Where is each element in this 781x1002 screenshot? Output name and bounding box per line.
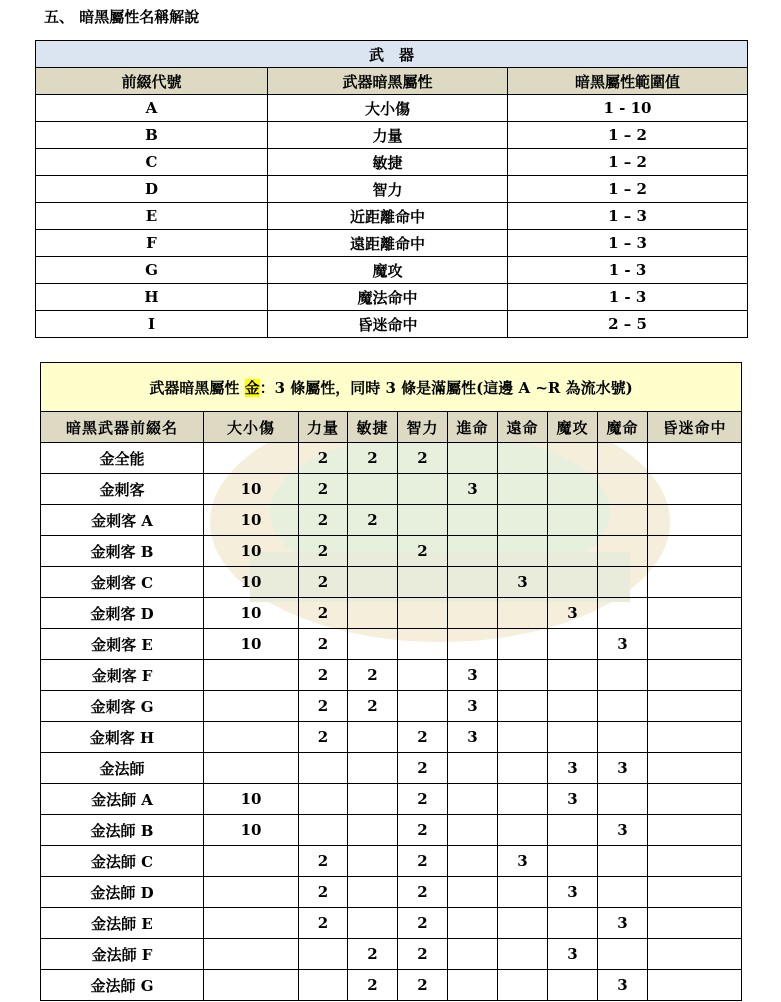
attribute-value xyxy=(598,784,648,815)
attribute-value xyxy=(448,970,498,1001)
attribute-value xyxy=(498,939,548,970)
attribute-value xyxy=(648,474,742,505)
table-row xyxy=(41,939,742,970)
attribute-value xyxy=(299,939,348,970)
attribute-value xyxy=(348,784,398,815)
attribute-value xyxy=(598,505,648,536)
gold-prefix-table xyxy=(40,362,742,1001)
attribute-value: 2 xyxy=(398,443,448,474)
prefix-name: 金法師 G xyxy=(41,970,204,1001)
attribute-value: 2 xyxy=(299,660,348,691)
attribute-value xyxy=(648,505,742,536)
table-row xyxy=(36,284,748,311)
attribute-value xyxy=(448,536,498,567)
attribute-value xyxy=(299,753,348,784)
table-row xyxy=(41,753,742,784)
header-prefix-code: 前綴代號 xyxy=(36,68,268,95)
attribute-value: 2 xyxy=(398,939,448,970)
attribute-value: 10 xyxy=(204,474,299,505)
attribute-value xyxy=(448,908,498,939)
attribute-value: 3 xyxy=(448,474,498,505)
attribute-value xyxy=(348,474,398,505)
attribute-name: 魔攻 xyxy=(268,257,508,284)
attribute-value xyxy=(204,691,299,722)
attribute-value: 3 xyxy=(498,846,548,877)
attribute-value xyxy=(204,722,299,753)
column-header: 大小傷 xyxy=(204,412,299,443)
attribute-value: 3 xyxy=(598,970,648,1001)
attribute-value xyxy=(498,691,548,722)
prefix-name: 金法師 E xyxy=(41,908,204,939)
attribute-value: 2 xyxy=(299,877,348,908)
attribute-name: 近距離命中 xyxy=(268,203,508,230)
attribute-value xyxy=(598,877,648,908)
attribute-value: 10 xyxy=(204,598,299,629)
attribute-value: 2 xyxy=(299,536,348,567)
attribute-value: 2 xyxy=(299,846,348,877)
column-header: 敏捷 xyxy=(348,412,398,443)
attribute-name: 魔法命中 xyxy=(268,284,508,311)
attribute-value xyxy=(648,629,742,660)
attribute-value: 3 xyxy=(548,939,598,970)
table-row xyxy=(41,877,742,908)
attribute-value: 2 xyxy=(398,753,448,784)
attribute-value xyxy=(648,908,742,939)
attribute-value xyxy=(498,598,548,629)
attribute-value xyxy=(598,536,648,567)
attribute-value xyxy=(498,629,548,660)
range-value: 1 - 3 xyxy=(508,257,748,284)
prefix-name: 金刺客 A xyxy=(41,505,204,536)
attribute-value: 2 xyxy=(299,443,348,474)
attribute-value xyxy=(648,567,742,598)
table-row xyxy=(41,629,742,660)
attribute-value xyxy=(498,660,548,691)
table-row xyxy=(41,443,742,474)
attribute-value xyxy=(398,505,448,536)
attribute-value xyxy=(398,598,448,629)
table-row xyxy=(36,122,748,149)
attribute-value: 2 xyxy=(398,815,448,846)
attribute-value xyxy=(548,536,598,567)
attribute-value xyxy=(204,443,299,474)
attribute-value xyxy=(548,474,598,505)
attribute-value: 3 xyxy=(498,567,548,598)
attribute-value xyxy=(498,784,548,815)
attribute-value xyxy=(598,474,648,505)
attribute-value xyxy=(648,877,742,908)
table-row xyxy=(41,660,742,691)
attribute-value xyxy=(448,505,498,536)
attribute-value: 2 xyxy=(348,660,398,691)
column-header: 力量 xyxy=(299,412,348,443)
attribute-value xyxy=(348,753,398,784)
table-row xyxy=(36,149,748,176)
attribute-value: 2 xyxy=(299,598,348,629)
attribute-value xyxy=(648,846,742,877)
attribute-value xyxy=(598,939,648,970)
prefix-code: A xyxy=(36,95,268,122)
attribute-value xyxy=(548,815,598,846)
attribute-value xyxy=(398,474,448,505)
attribute-value xyxy=(498,753,548,784)
attribute-value xyxy=(498,722,548,753)
attribute-value xyxy=(498,536,548,567)
attribute-value xyxy=(598,660,648,691)
table-row xyxy=(41,598,742,629)
attribute-value: 10 xyxy=(204,505,299,536)
attribute-value xyxy=(299,970,348,1001)
attribute-value: 2 xyxy=(299,908,348,939)
weapon-attribute-table xyxy=(35,40,748,338)
attribute-value xyxy=(548,629,598,660)
range-value: 1 – 2 xyxy=(508,149,748,176)
attribute-value: 10 xyxy=(204,815,299,846)
prefix-name: 金刺客 B xyxy=(41,536,204,567)
attribute-value: 2 xyxy=(299,567,348,598)
attribute-value: 10 xyxy=(204,629,299,660)
attribute-value: 2 xyxy=(299,722,348,753)
attribute-value xyxy=(348,877,398,908)
attribute-value xyxy=(548,443,598,474)
attribute-value xyxy=(498,815,548,846)
attribute-value xyxy=(548,908,598,939)
attribute-value: 2 xyxy=(299,505,348,536)
column-header: 魔攻 xyxy=(548,412,598,443)
attribute-value xyxy=(448,567,498,598)
attribute-value xyxy=(598,443,648,474)
attribute-value xyxy=(648,815,742,846)
attribute-value xyxy=(498,877,548,908)
attribute-value xyxy=(348,722,398,753)
attribute-value xyxy=(548,846,598,877)
prefix-name: 金刺客 D xyxy=(41,598,204,629)
prefix-code: H xyxy=(36,284,268,311)
attribute-value xyxy=(348,629,398,660)
attribute-value: 3 xyxy=(548,784,598,815)
attribute-value: 2 xyxy=(299,474,348,505)
attribute-value xyxy=(498,443,548,474)
attribute-value: 10 xyxy=(204,784,299,815)
attribute-value xyxy=(648,660,742,691)
attribute-value xyxy=(348,598,398,629)
attribute-value xyxy=(348,908,398,939)
prefix-name: 金法師 xyxy=(41,753,204,784)
attribute-name: 敏捷 xyxy=(268,149,508,176)
attribute-value: 2 xyxy=(348,505,398,536)
attribute-value: 2 xyxy=(398,970,448,1001)
attribute-value xyxy=(348,567,398,598)
attribute-value xyxy=(498,908,548,939)
table-row xyxy=(36,311,748,338)
gold-highlight: 金 xyxy=(244,378,260,397)
attribute-value xyxy=(648,598,742,629)
prefix-code: I xyxy=(36,311,268,338)
prefix-name: 金法師 D xyxy=(41,877,204,908)
attribute-value xyxy=(348,536,398,567)
column-header: 暗黑武器前綴名 xyxy=(41,412,204,443)
range-value: 1 - 10 xyxy=(508,95,748,122)
table-row xyxy=(41,505,742,536)
attribute-value xyxy=(598,598,648,629)
attribute-value xyxy=(498,505,548,536)
range-value: 1 – 3 xyxy=(508,230,748,257)
attribute-value: 3 xyxy=(598,908,648,939)
attribute-value xyxy=(348,846,398,877)
table-row xyxy=(36,203,748,230)
attribute-value xyxy=(448,443,498,474)
attribute-value: 2 xyxy=(398,908,448,939)
table-row xyxy=(41,567,742,598)
attribute-value xyxy=(204,753,299,784)
table-row xyxy=(41,815,742,846)
attribute-value xyxy=(448,598,498,629)
attribute-value: 2 xyxy=(398,877,448,908)
attribute-value xyxy=(448,815,498,846)
prefix-name: 金法師 A xyxy=(41,784,204,815)
attribute-value xyxy=(448,877,498,908)
range-value: 1 – 2 xyxy=(508,122,748,149)
range-value: 1 – 2 xyxy=(508,176,748,203)
attribute-value xyxy=(398,691,448,722)
table-title: 武 器 xyxy=(36,41,748,68)
column-header: 智力 xyxy=(398,412,448,443)
attribute-value xyxy=(648,536,742,567)
attribute-value xyxy=(204,660,299,691)
attribute-value: 10 xyxy=(204,567,299,598)
attribute-value xyxy=(498,474,548,505)
prefix-code: G xyxy=(36,257,268,284)
table-row xyxy=(41,722,742,753)
section-heading: 五、 暗黑屬性名稱解說 xyxy=(44,8,200,26)
attribute-value: 2 xyxy=(398,722,448,753)
range-value: 1 – 3 xyxy=(508,203,748,230)
attribute-value xyxy=(448,846,498,877)
attribute-value: 2 xyxy=(398,536,448,567)
attribute-value xyxy=(648,970,742,1001)
attribute-value xyxy=(448,629,498,660)
attribute-value xyxy=(648,784,742,815)
range-value: 1 - 3 xyxy=(508,284,748,311)
attribute-value: 2 xyxy=(348,443,398,474)
attribute-name: 昏迷命中 xyxy=(268,311,508,338)
attribute-value: 3 xyxy=(548,877,598,908)
attribute-value: 3 xyxy=(448,722,498,753)
column-header: 進命 xyxy=(448,412,498,443)
table-row xyxy=(41,474,742,505)
attribute-value xyxy=(299,784,348,815)
attribute-value: 3 xyxy=(548,598,598,629)
attribute-value: 2 xyxy=(348,939,398,970)
attribute-value xyxy=(548,722,598,753)
table-row xyxy=(41,970,742,1001)
attribute-value xyxy=(648,939,742,970)
table-row xyxy=(41,691,742,722)
attribute-value: 3 xyxy=(598,815,648,846)
attribute-value xyxy=(648,753,742,784)
column-header: 昏迷命中 xyxy=(648,412,742,443)
prefix-name: 金刺客 xyxy=(41,474,204,505)
table-row xyxy=(36,257,748,284)
attribute-value: 2 xyxy=(398,846,448,877)
prefix-code: D xyxy=(36,176,268,203)
attribute-value: 2 xyxy=(398,784,448,815)
range-value: 2 – 5 xyxy=(508,311,748,338)
attribute-value xyxy=(299,815,348,846)
table-row xyxy=(41,846,742,877)
attribute-value xyxy=(204,939,299,970)
prefix-code: B xyxy=(36,122,268,149)
attribute-value: 2 xyxy=(348,691,398,722)
attribute-name: 大小傷 xyxy=(268,95,508,122)
prefix-name: 金法師 C xyxy=(41,846,204,877)
attribute-value xyxy=(548,691,598,722)
attribute-value xyxy=(598,691,648,722)
prefix-name: 金刺客 F xyxy=(41,660,204,691)
attribute-value xyxy=(448,784,498,815)
gold-prefix-section xyxy=(40,362,741,1002)
attribute-value xyxy=(348,815,398,846)
attribute-name: 遠距離命中 xyxy=(268,230,508,257)
prefix-name: 金刺客 G xyxy=(41,691,204,722)
table-row xyxy=(41,908,742,939)
attribute-value xyxy=(498,970,548,1001)
attribute-value xyxy=(204,908,299,939)
attribute-value xyxy=(648,691,742,722)
prefix-name: 金刺客 H xyxy=(41,722,204,753)
attribute-value: 3 xyxy=(448,660,498,691)
attribute-value xyxy=(204,846,299,877)
attribute-value xyxy=(598,567,648,598)
attribute-name: 力量 xyxy=(268,122,508,149)
attribute-value xyxy=(448,753,498,784)
prefix-name: 金法師 F xyxy=(41,939,204,970)
attribute-value xyxy=(648,722,742,753)
attribute-value: 10 xyxy=(204,536,299,567)
column-header: 遠命 xyxy=(498,412,548,443)
prefix-code: F xyxy=(36,230,268,257)
prefix-name: 金刺客 C xyxy=(41,567,204,598)
attribute-value xyxy=(398,660,448,691)
attribute-value: 2 xyxy=(299,629,348,660)
table-row xyxy=(41,784,742,815)
attribute-value xyxy=(598,722,648,753)
prefix-name: 金刺客 E xyxy=(41,629,204,660)
attribute-value xyxy=(548,660,598,691)
attribute-value: 3 xyxy=(548,753,598,784)
attribute-value xyxy=(398,567,448,598)
table-row xyxy=(36,230,748,257)
attribute-value xyxy=(448,939,498,970)
attribute-value xyxy=(548,505,598,536)
attribute-value xyxy=(548,567,598,598)
header-range: 暗黑屬性範圍值 xyxy=(508,68,748,95)
attribute-value: 3 xyxy=(448,691,498,722)
attribute-value: 2 xyxy=(348,970,398,1001)
attribute-value xyxy=(204,877,299,908)
header-attribute: 武器暗黑屬性 xyxy=(268,68,508,95)
column-header: 魔命 xyxy=(598,412,648,443)
attribute-value xyxy=(204,970,299,1001)
table-title: 武器暗黑屬性 金：3 條屬性，同時 3 條是滿屬性(這邊 A ~R 為流水號) xyxy=(41,363,742,412)
attribute-value: 3 xyxy=(598,753,648,784)
prefix-code: C xyxy=(36,149,268,176)
table-row xyxy=(36,176,748,203)
attribute-value xyxy=(398,629,448,660)
attribute-value xyxy=(548,970,598,1001)
prefix-code: E xyxy=(36,203,268,230)
attribute-value xyxy=(648,443,742,474)
attribute-name: 智力 xyxy=(268,176,508,203)
prefix-name: 金全能 xyxy=(41,443,204,474)
attribute-value: 2 xyxy=(299,691,348,722)
attribute-value: 3 xyxy=(598,629,648,660)
table-row xyxy=(36,95,748,122)
table-row xyxy=(41,536,742,567)
prefix-name: 金法師 B xyxy=(41,815,204,846)
attribute-value xyxy=(598,846,648,877)
